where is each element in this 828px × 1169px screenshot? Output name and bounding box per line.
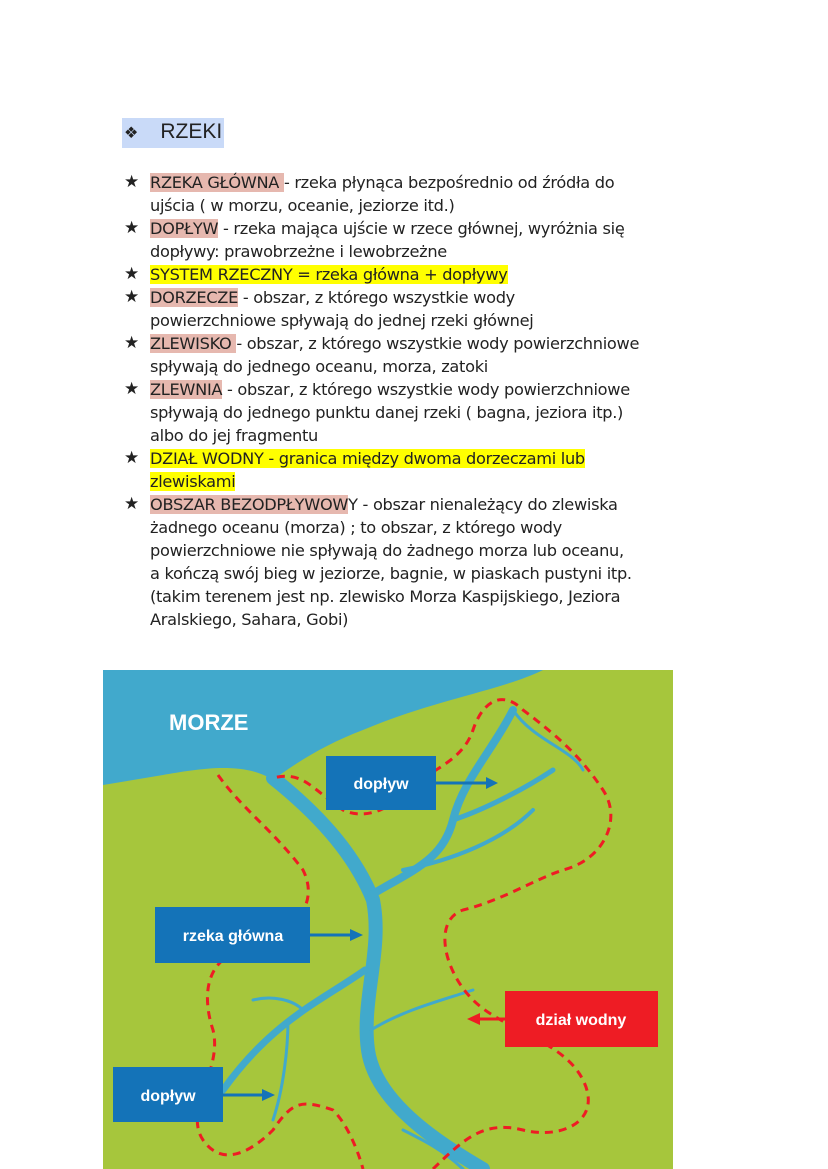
diamond-bullet-icon: ❖ [124,125,139,142]
item-line [150,585,744,608]
item-line [150,424,744,447]
star-bullet-icon: ★ [124,333,139,353]
definition-text: żadnego oceanu (morza) ; to obszar, z którego wody [150,518,562,537]
term: DOPŁYW [150,219,219,238]
star-bullet-icon: ★ [124,287,139,307]
list-item [124,171,744,217]
main-river-label: rzeka główna [182,928,284,945]
tributary-bottom-label: dopływ [140,1088,196,1105]
definition-text: Y - obszar nienależący do zlewiska [348,495,618,514]
term: RZEKA GŁÓWNA [150,173,284,192]
list-item [124,286,744,332]
item-line [150,470,744,493]
item-line [150,286,744,309]
item-line [150,539,744,562]
definition-text: - obszar, z którego wszystkie wody [238,288,515,307]
item-line [150,194,744,217]
list-item [124,217,744,263]
star-bullet-icon: ★ [124,494,139,514]
list-item [124,493,744,631]
definition-list [124,171,744,631]
item-line [150,562,744,585]
item-line [150,332,744,355]
definition-text: (takim terenem jest np. zlewisko Morza Kaspijskiego, Jeziora [150,587,621,606]
star-bullet-icon: ★ [124,448,139,468]
section-heading [122,118,224,148]
item-line [150,309,744,332]
star-bullet-icon: ★ [124,218,139,238]
definition-text: - rzeka mająca ujście w rzece głównej, wyróżnia się [218,219,625,238]
term: DORZECZE [150,288,238,307]
definition-text: dopływy: prawobrzeżne i lewobrzeżne [150,242,447,261]
list-item [124,378,744,447]
item-line [150,401,744,424]
definition-text: spływają do jednego oceanu, morza, zatoki [150,357,488,376]
definition-text: spływają do jednego punktu danej rzeki ( bagna, jeziora itp.) [150,403,624,422]
definition-text: - rzeka płynąca bezpośrednio od źródła do [283,173,615,192]
list-item [124,332,744,378]
item-line [150,378,744,401]
item-line [150,447,744,470]
item-line [150,516,744,539]
term: ZLEWNIA [150,380,223,399]
divide-label: dział wodny [535,1012,627,1029]
river-system-diagram [103,670,673,1169]
definition-text: SYSTEM RZECZNY = rzeka główna + dopływy [150,265,508,284]
definition-text: - obszar, z którego wszystkie wody powierzchniowe [222,380,630,399]
list-item [124,447,744,493]
item-line [150,240,744,263]
definition-text: DZIAŁ WODNY - granica między dwoma dorzeczami lub [150,449,585,468]
term: ZLEWISKO [150,334,237,353]
definition-text: zlewiskami [150,472,236,491]
item-line [150,355,744,378]
sea-label: MORZE [169,710,249,735]
star-bullet-icon: ★ [124,264,139,284]
tributary-top-label: dopływ [353,776,409,793]
item-line [150,263,744,286]
item-line [150,493,744,516]
definition-text: Aralskiego, Sahara, Gobi) [150,610,349,629]
star-bullet-icon: ★ [124,379,139,399]
definition-text: albo do jej fragmentu [150,426,319,445]
term: OBSZAR BEZODPŁYWOW [150,495,349,514]
definition-text: powierzchniowe spływają do jednej rzeki głównej [150,311,534,330]
item-line [150,171,744,194]
definition-text: powierzchniowe nie spływają do żadnego morza lub oceanu, [150,541,624,560]
definition-text: ujścia ( w morzu, oceanie, jeziorze itd.) [150,196,455,215]
definition-text: a kończą swój bieg w jeziorze, bagnie, w piaskach pustyni itp. [150,564,632,583]
definition-text: - obszar, z którego wszystkie wody powierzchniowe [236,334,640,353]
heading-title: RZEKI [160,120,223,143]
item-line [150,608,744,631]
list-item [124,263,744,286]
item-line [150,217,744,240]
star-bullet-icon: ★ [124,172,139,192]
